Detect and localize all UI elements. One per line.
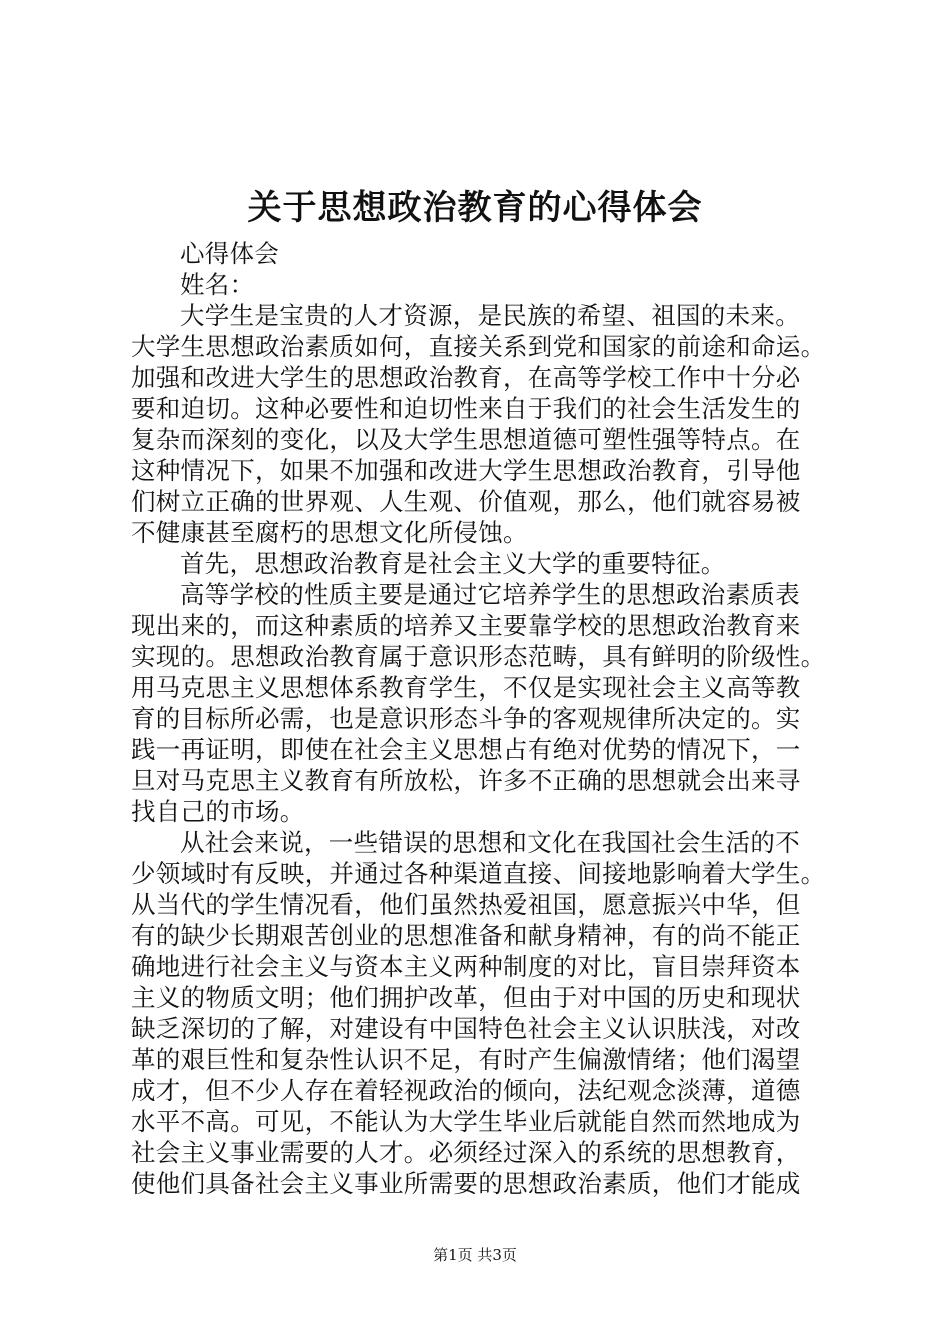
text-line: 育的目标所必需，也是意识形态斗争的客观规律所决定的。实 — [131, 704, 801, 733]
text-line: 姓名： — [180, 270, 255, 299]
text-line: 找自己的市场。 — [131, 797, 305, 826]
text-line: 心得体会 — [180, 239, 280, 268]
text-line: 成才，但不少人存在着轻视政治的倾向，法纪观念淡薄，道德 — [131, 1076, 801, 1105]
text-line: 们树立正确的世界观、人生观、价值观，那么，他们就容易被 — [131, 487, 801, 516]
document-title: 关于思想政治教育的心得体会 — [247, 188, 703, 228]
text-line: 有的缺少长期艰苦创业的思想准备和献身精神，有的尚不能正 — [131, 921, 801, 950]
text-line: 从社会来说，一些错误的思想和文化在我国社会生活的不 — [180, 828, 800, 857]
text-line: 加强和改进大学生的思想政治教育，在高等学校工作中十分必 — [131, 363, 801, 392]
text-line: 实现的。思想政治教育属于意识形态范畴，具有鲜明的阶级性。 — [131, 642, 826, 671]
text-line: 确地进行社会主义与资本主义两种制度的对比，盲目崇拜资本 — [131, 952, 801, 981]
text-line: 水平不高。可见，不能认为大学生毕业后就能自然而然地成为 — [131, 1107, 801, 1136]
text-line: 复杂而深刻的变化，以及大学生思想道德可塑性强等特点。在 — [131, 425, 801, 454]
text-line: 革的艰巨性和复杂性认识不足，有时产生偏激情绪；他们渴望 — [131, 1045, 801, 1074]
text-line: 使他们具备社会主义事业所需要的思想政治素质，他们才能成 — [131, 1169, 801, 1198]
text-line: 要和迫切。这种必要性和迫切性来自于我们的社会生活发生的 — [131, 394, 801, 423]
text-line: 大学生是宝贵的人才资源，是民族的希望、祖国的未来。 — [180, 301, 800, 330]
text-line: 旦对马克思主义教育有所放松，许多不正确的思想就会出来寻 — [131, 766, 801, 795]
text-line: 从当代的学生情况看，他们虽然热爱祖国，愿意振兴中华，但 — [131, 890, 801, 919]
text-line: 缺乏深切的了解，对建设有中国特色社会主义认识肤浅，对改 — [131, 1014, 801, 1043]
text-line: 现出来的，而这种素质的培养又主要靠学校的思想政治教育来 — [131, 611, 801, 640]
text-line: 高等学校的性质主要是通过它培养学生的思想政治素质表 — [180, 580, 800, 609]
text-line: 不健康甚至腐朽的思想文化所侵蚀。 — [131, 518, 528, 547]
document-body — [131, 238, 831, 1199]
text-line: 首先，思想政治教育是社会主义大学的重要特征。 — [180, 549, 726, 578]
text-line: 主义的物质文明；他们拥护改革，但由于对中国的历史和现状 — [131, 983, 801, 1012]
page-footer: 第1页 共3页 — [433, 1246, 517, 1264]
text-line: 用马克思主义思想体系教育学生，不仅是实现社会主义高等教 — [131, 673, 801, 702]
text-line: 践一再证明，即使在社会主义思想占有绝对优势的情况下，一 — [131, 735, 801, 764]
text-line: 大学生思想政治素质如何，直接关系到党和国家的前途和命运。 — [131, 332, 826, 361]
text-line: 社会主义事业需要的人才。必须经过深入的系统的思想教育， — [131, 1138, 801, 1167]
text-line: 这种情况下，如果不加强和改进大学生思想政治教育，引导他 — [131, 456, 801, 485]
text-line: 少领域时有反映，并通过各种渠道直接、间接地影响着大学生。 — [131, 859, 826, 888]
